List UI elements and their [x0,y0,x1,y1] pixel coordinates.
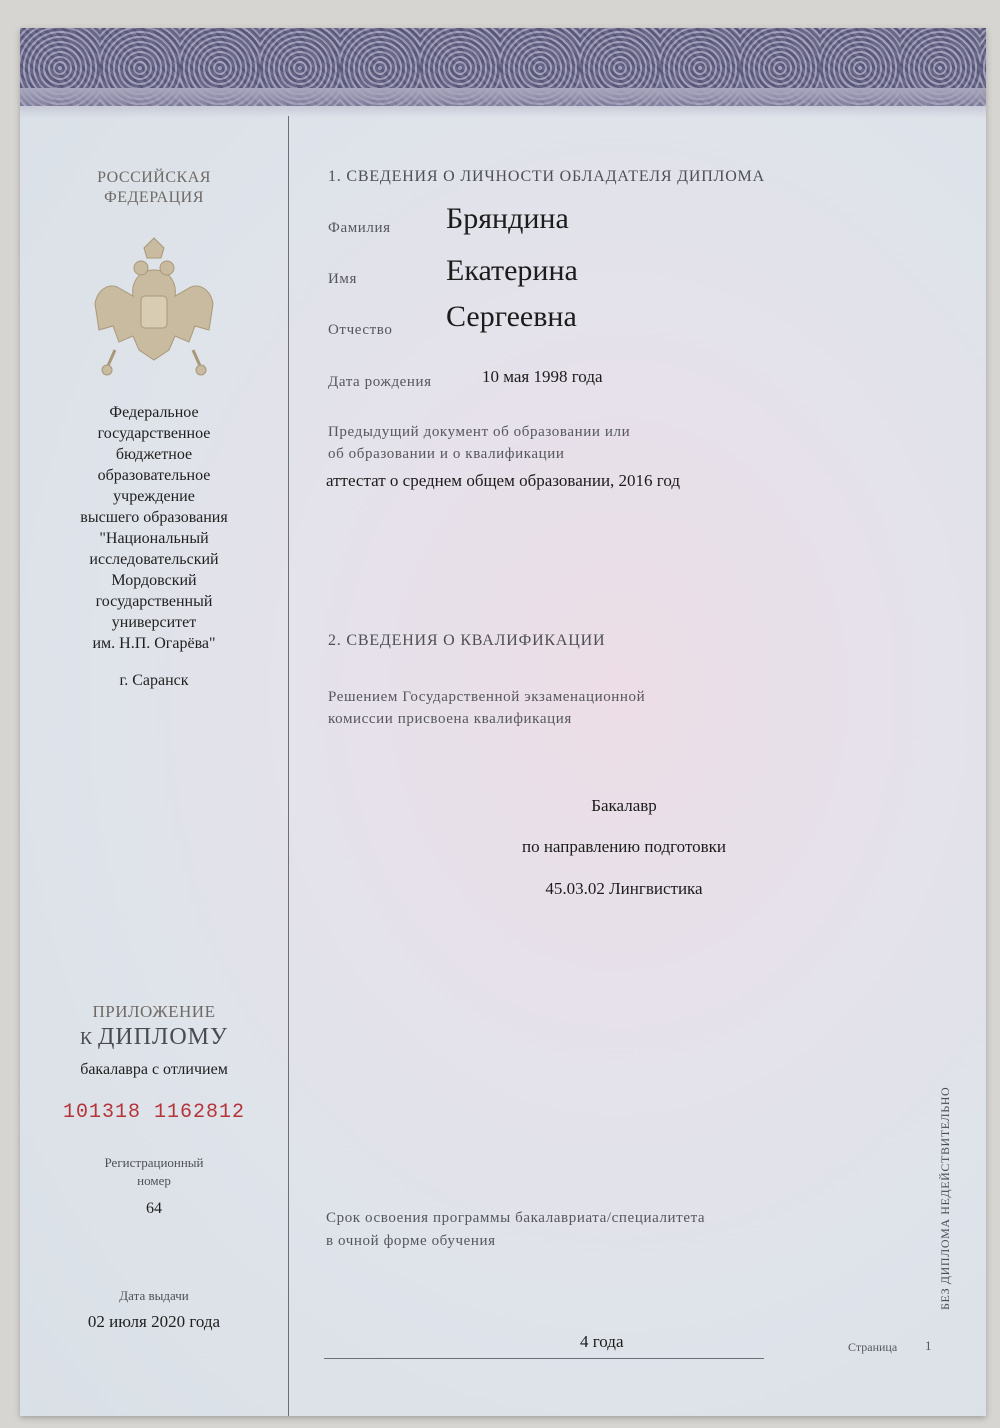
serial-number: 101318 1162812 [62,1101,246,1124]
page-number: 1 [925,1338,932,1353]
qualification-value: Бакалавр [591,796,657,815]
appendix-title-line1: ПРИЛОЖЕНИЕ [92,1002,216,1021]
country-name: РОССИЙСКАЯ ФЕДЕРАЦИЯ [97,169,211,206]
left-column [20,116,288,1332]
patronymic-value: Сергеевна [446,300,577,333]
section2-title: 2. СВЕДЕНИЯ О КВАЛИФИКАЦИИ [328,632,606,649]
patronymic-label: Отчество [328,322,393,338]
institution-name: Федеральное государственное бюджетное образовательное учреждение высшего образования "Национальный исследовательский Мордовский государственный университет им. Н.П. Огарёва" [80,404,228,652]
issue-date-label: Дата выдачи [119,1288,189,1303]
dob-value: 10 мая 1998 года [482,367,603,386]
duration-label-1: Срок освоения программы бакалавриата/специалитета [326,1210,706,1226]
surname-label: Фамилия [328,220,391,236]
city: г. Саранск [119,672,189,689]
decision-line-2: комиссии присвоена квалификация [328,711,572,727]
section1-title: 1. СВЕДЕНИЯ О ЛИЧНОСТИ ОБЛАДАТЕЛЯ ДИПЛОМА [328,168,765,185]
direction-value: 45.03.02 Лингвистика [545,879,703,898]
russian-coat-of-arms-icon [79,230,229,380]
registration-number: 64 [146,1200,162,1217]
decision-line-1: Решением Государственной экзаменационной [328,689,646,705]
page-label: Страница [848,1340,898,1354]
issue-date: 02 июля 2020 года [87,1312,221,1331]
registration-label: Регистрационный номер [104,1155,204,1188]
degree-type: бакалавра с отличием [80,1061,228,1078]
duration-label-2: в очной форме обучения [326,1233,496,1249]
direction-label: по направлению подготовки [521,837,727,856]
column-divider [288,116,289,1416]
prev-doc-label-1: Предыдущий документ об образовании или [328,424,631,440]
validity-side-note: БЕЗ ДИПЛОМА НЕДЕЙСТВИТЕЛЬНО [938,1086,952,1310]
diploma-appendix-sheet [20,28,986,1416]
dob-label: Дата рождения [328,374,432,390]
name-value: Екатерина [446,254,578,287]
name-label: Имя [328,271,358,287]
appendix-title-line2: К ДИПЛОМУ [80,1024,228,1050]
duration-value: 4 года [580,1332,624,1351]
surname-value: Бряндина [446,202,569,235]
prev-doc-value: аттестат о среднем общем образовании, 2016 год [326,471,681,490]
prev-doc-label-2: об образовании и о квалификации [328,446,565,462]
guilloche-band [20,28,986,106]
duration-underline [324,1358,764,1359]
